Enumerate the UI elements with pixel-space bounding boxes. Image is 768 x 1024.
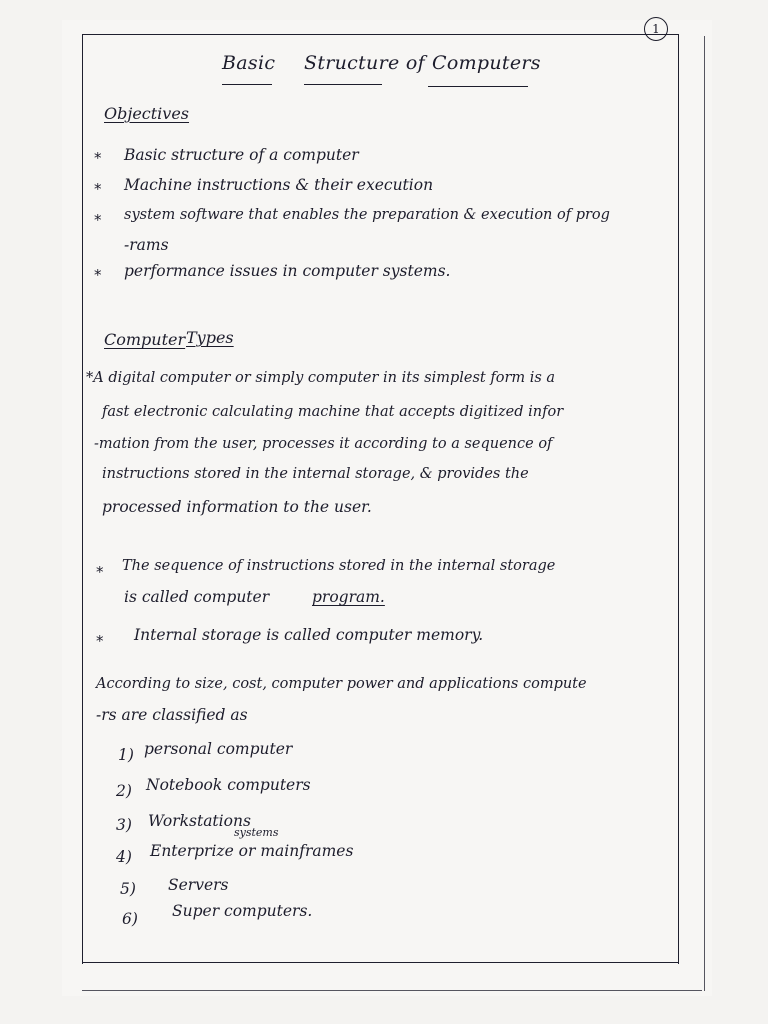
bullet-star: * — [96, 632, 104, 650]
page-border-bottom — [82, 962, 678, 963]
list-item: personal computer — [144, 740, 293, 758]
objectives-heading: Objectives — [104, 104, 190, 123]
page-edge-bottom — [82, 990, 702, 991]
list-number: 3) — [116, 816, 132, 834]
bullet-star: * — [94, 180, 102, 198]
program-definition-line: The sequence of instructions stored in the internal storage — [122, 558, 556, 574]
definition-line: instructions stored in the internal storage, & provides the — [102, 466, 529, 482]
title-word-basic: Basic — [222, 52, 276, 74]
title-word-structure: Structure of — [304, 52, 425, 74]
page-border-top — [82, 34, 678, 35]
list-number: 5) — [120, 880, 136, 898]
definition-line: *A digital computer or simply computer in its simplest form is a — [86, 370, 556, 386]
list-item: Notebook computers — [146, 776, 311, 794]
program-term: program. — [312, 588, 385, 606]
title-underline-1 — [222, 84, 272, 85]
list-item: Servers — [168, 876, 229, 894]
title-word-computers: Computers — [432, 52, 541, 74]
title-underline-3 — [428, 86, 528, 87]
list-item-superscript: systems — [234, 826, 279, 839]
list-item: Enterprize or mainframes — [150, 842, 354, 860]
list-number: 6) — [122, 910, 138, 928]
list-number: 1) — [118, 746, 134, 764]
objective-item: Machine instructions & their execution — [124, 176, 434, 194]
objective-item-continuation: -rams — [124, 236, 169, 254]
page-number: 1 — [644, 17, 668, 41]
classification-intro: According to size, cost, computer power and applications compute — [96, 676, 587, 692]
computer-types-heading-part2: Types — [186, 328, 234, 347]
definition-line: -mation from the user, processes it according to a sequence of — [94, 436, 553, 452]
definition-line: fast electronic calculating machine that accepts digitized infor — [102, 404, 564, 420]
page-border-right — [678, 34, 679, 964]
memory-definition: Internal storage is called computer memory. — [134, 626, 484, 644]
classification-intro-continuation: -rs are classified as — [96, 706, 248, 724]
computer-types-heading-part1: Computer — [104, 330, 186, 349]
bullet-star: * — [96, 563, 104, 581]
list-number: 4) — [116, 848, 132, 866]
bullet-star: * — [94, 266, 102, 284]
title-underline-2 — [304, 84, 382, 85]
bullet-star: * — [94, 211, 102, 229]
bullet-star: * — [94, 149, 102, 167]
objective-item: system software that enables the preparation & execution of prog — [124, 207, 610, 223]
objective-item: Basic structure of a computer — [124, 146, 359, 164]
program-definition-line2: is called computer — [124, 588, 270, 606]
page-edge-right — [704, 36, 705, 991]
list-number: 2) — [116, 782, 132, 800]
list-item: Super computers. — [172, 902, 313, 920]
definition-line: processed information to the user. — [102, 498, 372, 516]
list-item: Workstations — [148, 812, 251, 830]
page-border-left — [82, 34, 83, 964]
objective-item: performance issues in computer systems. — [124, 262, 451, 280]
